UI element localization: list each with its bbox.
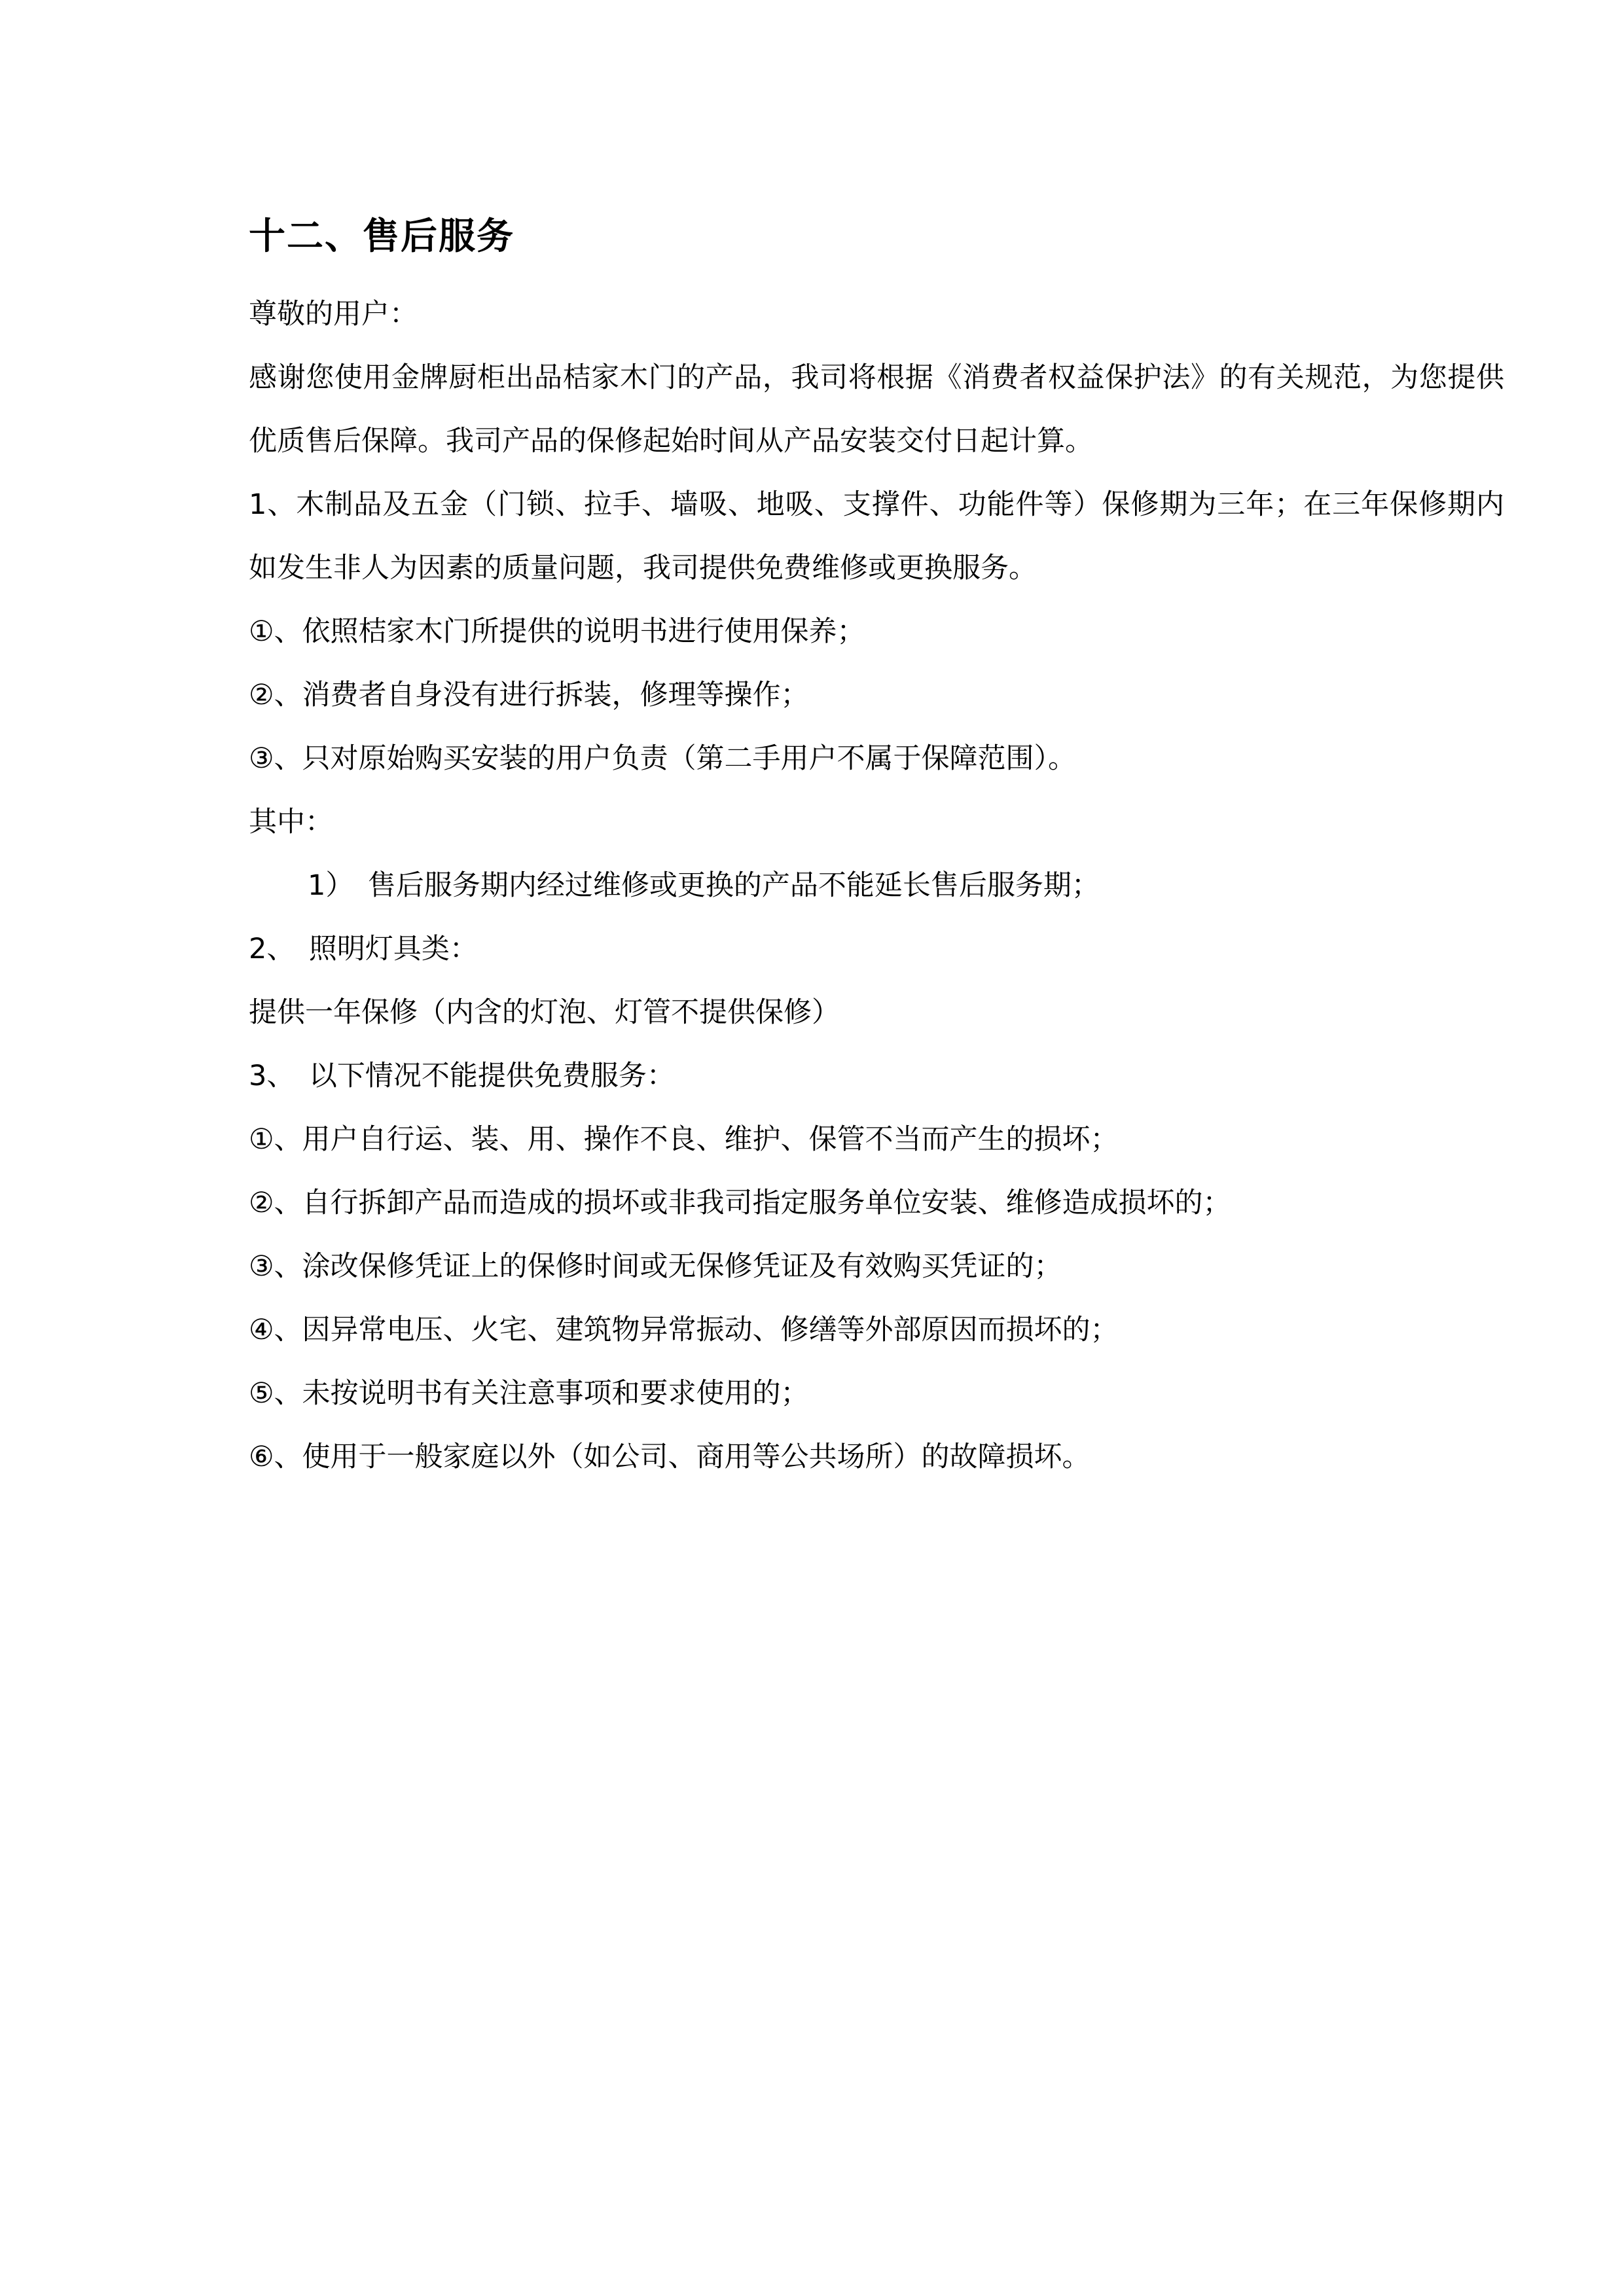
- paragraph: 3、 以下情况不能提供免费服务：: [249, 1060, 675, 1092]
- paragraph: ②、消费者自身没有进行拆装，修理等操作；: [249, 679, 809, 711]
- paragraph: ③、涂改保修凭证上的保修时间或无保修凭证及有效购买凭证的；: [249, 1250, 1062, 1283]
- paragraph: ⑥、使用于一般家庭以外（如公司、商用等公共场所）的故障损坏。: [249, 1441, 1091, 1473]
- paragraph: ①、用户自行运、装、用、操作不良、维护、保管不当而产生的损坏；: [249, 1123, 1119, 1156]
- paragraph: ④、因异常电压、火宅、建筑物异常振动、修缮等外部原因而损坏的；: [249, 1314, 1119, 1346]
- paragraph: 感谢您使用金牌厨柜出品桔家木门的产品，我司将根据《消费者权益保护法》的有关规范，为您提供优质售后保障。我司产品的保修起始时间从产品安装交付日起计算。: [249, 361, 1504, 457]
- paragraph: 提供一年保修（内含的灯泡、灯管不提供保修）: [249, 996, 840, 1029]
- paragraph: 2、 照明灯具类：: [249, 933, 478, 965]
- paragraph: ③、只对原始购买安装的用户负责（第二手用户不属于保障范围）。: [249, 742, 1077, 775]
- paragraph: ②、自行拆卸产品而造成的损坏或非我司指定服务单位安装、维修造成损坏的；: [249, 1187, 1231, 1219]
- paragraph: 1） 售后服务期内经过维修或更换的产品不能延长售后服务期；: [308, 869, 1100, 902]
- paragraph: 1、木制品及五金（门锁、拉手、墙吸、地吸、支撑件、功能件等）保修期为三年；在三年保修期内如发生非人为因素的质量问题，我司提供免费维修或更换服务。: [249, 488, 1504, 584]
- paragraph: ①、依照桔家木门所提供的说明书进行使用保养；: [249, 615, 865, 648]
- page-title: 十二、售后服务: [249, 215, 514, 258]
- document-body: [249, 205, 1504, 1489]
- paragraph: 其中：: [249, 806, 333, 838]
- paragraph-list: [249, 283, 1504, 1489]
- paragraph: 尊敬的用户：: [249, 298, 418, 331]
- paragraph: ⑤、未按说明书有关注意事项和要求使用的；: [249, 1377, 809, 1410]
